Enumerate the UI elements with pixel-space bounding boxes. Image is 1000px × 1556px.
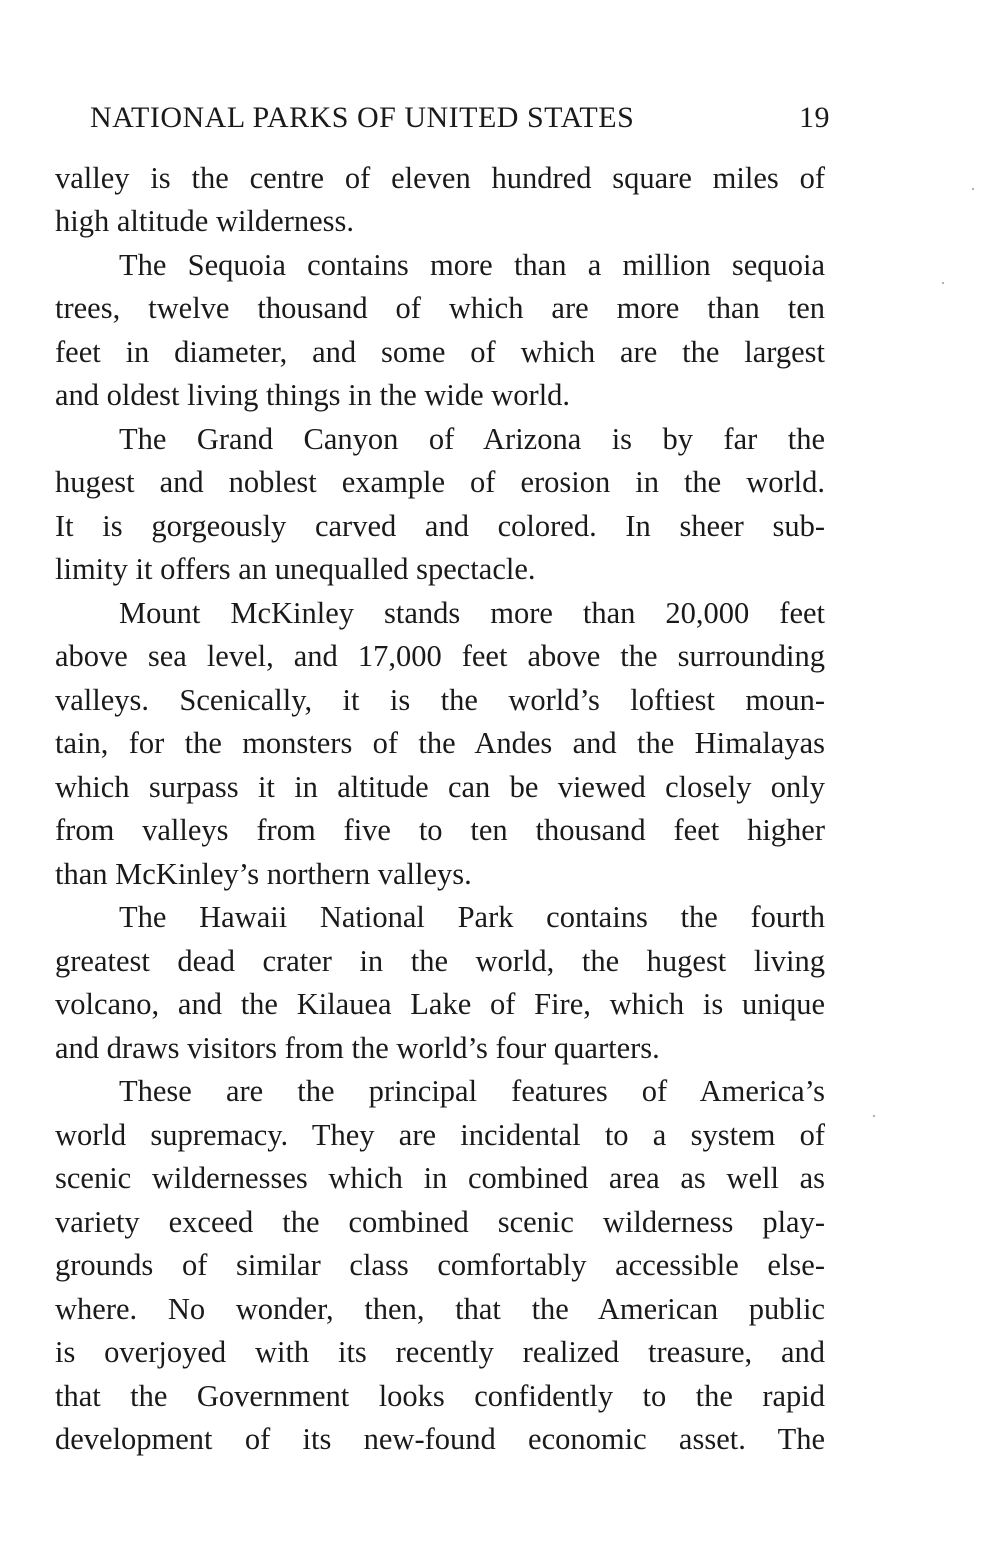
text-line: The Grand Canyon of Arizona is by far the [119, 422, 825, 456]
text-line: volcano, and the Kilauea Lake of Fire, which is unique [55, 987, 825, 1021]
text-line: scenic wildernesses which in combined area as well as [55, 1161, 825, 1195]
text-line: Mount McKinley stands more than 20,000 feet [119, 596, 825, 630]
scan-speck [873, 1115, 875, 1117]
text-line: It is gorgeously carved and colored. In sheer sub- [55, 509, 825, 543]
running-title: NATIONAL PARKS OF UNITED STATES [90, 101, 635, 134]
running-header [90, 98, 830, 138]
text-line: The Sequoia contains more than a million sequoia [119, 248, 825, 282]
text-line: The Hawaii National Park contains the fourth [119, 900, 825, 934]
text-line: tain, for the monsters of the Andes and the Himalayas [55, 726, 825, 760]
text-line: and oldest living things in the wide world. [55, 378, 571, 412]
text-line: variety exceed the combined scenic wilderness play- [55, 1205, 825, 1239]
text-line: hugest and noblest example of erosion in the world. [55, 465, 825, 499]
page-number: 19 [799, 101, 830, 134]
text-line: These are the principal features of America’s [119, 1074, 825, 1108]
text-line: greatest dead crater in the world, the hugest living [55, 944, 825, 978]
text-line: from valleys from five to ten thousand feet higher [55, 813, 825, 847]
text-line: is overjoyed with its recently realized treasure, and [55, 1335, 825, 1369]
text-line: above sea level, and 17,000 feet above the surrounding [55, 639, 825, 673]
text-line: which surpass it in altitude can be viewed closely only [55, 770, 825, 804]
text-line: world supremacy. They are incidental to a system of [55, 1118, 825, 1152]
text-line: than McKinley’s northern valleys. [55, 857, 472, 891]
text-line: trees, twelve thousand of which are more than ten [55, 291, 825, 325]
text-line: limity it offers an unequalled spectacle. [55, 552, 536, 586]
scan-speck [972, 188, 974, 190]
text-line: valleys. Scenically, it is the world’s loftiest moun- [55, 683, 825, 717]
text-line: high altitude wilderness. [55, 204, 355, 238]
text-line: grounds of similar class comfortably accessible else- [55, 1248, 825, 1282]
text-line: feet in diameter, and some of which are the largest [55, 335, 825, 369]
text-line: where. No wonder, then, that the American public [55, 1292, 825, 1326]
text-line: and draws visitors from the world’s four quarters. [55, 1031, 660, 1065]
text-line: valley is the centre of eleven hundred square miles of [55, 161, 825, 195]
text-line: that the Government looks confidently to the rapid [55, 1379, 825, 1413]
text-line: development of its new-found economic asset. The [55, 1422, 825, 1456]
scan-speck [942, 282, 944, 284]
